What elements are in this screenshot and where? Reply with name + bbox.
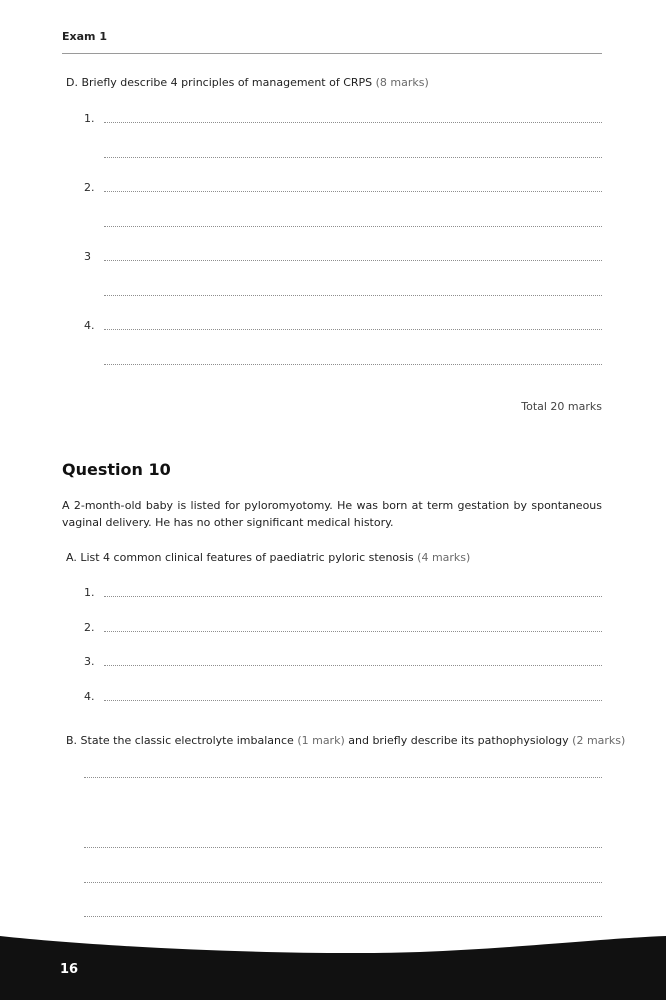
part-a-item-number: 3. <box>84 655 95 668</box>
part-b-text-1: State the classic electrolyte imbalance <box>80 734 294 747</box>
part-a-letter: A. <box>66 551 77 564</box>
answer-line[interactable] <box>104 157 602 158</box>
answer-line[interactable] <box>104 665 602 666</box>
answer-line[interactable] <box>104 329 602 330</box>
answer-line[interactable] <box>104 700 602 701</box>
part-a-question <box>66 551 470 564</box>
footer-band-shape <box>0 936 666 1000</box>
part-b-question <box>66 734 625 747</box>
part-a-item-number: 4. <box>84 690 95 703</box>
part-b-marks-1: (1 mark) <box>297 734 345 747</box>
answer-line[interactable] <box>84 777 602 778</box>
answer-line[interactable] <box>104 260 602 261</box>
answer-line[interactable] <box>104 122 602 123</box>
answer-line[interactable] <box>104 596 602 597</box>
answer-line[interactable] <box>104 295 602 296</box>
part-d-text: Briefly describe 4 principles of management of CRPS <box>81 76 373 89</box>
answer-line[interactable] <box>84 882 602 883</box>
part-d-question <box>66 76 429 89</box>
total-marks: Total 20 marks <box>521 400 602 413</box>
part-b-letter: B. <box>66 734 78 747</box>
answer-line[interactable] <box>84 916 602 917</box>
part-a-marks: (4 marks) <box>417 551 471 564</box>
part-d-letter: D. <box>66 76 78 89</box>
part-d-marks: (8 marks) <box>375 76 429 89</box>
part-d-item-number: 3 <box>84 250 91 263</box>
running-header: Exam 1 <box>62 30 107 43</box>
page-number: 16 <box>60 962 79 977</box>
part-b-marks-2: (2 marks) <box>572 734 626 747</box>
part-d-item-number: 4. <box>84 319 95 332</box>
answer-line[interactable] <box>84 847 602 848</box>
answer-line[interactable] <box>104 364 602 365</box>
part-a-item-number: 2. <box>84 621 95 634</box>
answer-line[interactable] <box>104 631 602 632</box>
part-d-item-number: 2. <box>84 181 95 194</box>
footer-band <box>0 930 666 1000</box>
question-heading: Question 10 <box>62 460 171 479</box>
part-b-text-2: and briefly describe its pathophysiology <box>348 734 569 747</box>
part-a-item-number: 1. <box>84 586 95 599</box>
part-a-text: List 4 common clinical features of paediatric pyloric stenosis <box>80 551 414 564</box>
answer-line[interactable] <box>104 191 602 192</box>
header-rule <box>62 53 602 54</box>
question-intro: A 2-month-old baby is listed for pyloromyotomy. He was born at term gestation by spontaneous vaginal delivery. He has no other significant medical history. <box>62 499 602 529</box>
part-d-item-number: 1. <box>84 112 95 125</box>
answer-line[interactable] <box>104 226 602 227</box>
